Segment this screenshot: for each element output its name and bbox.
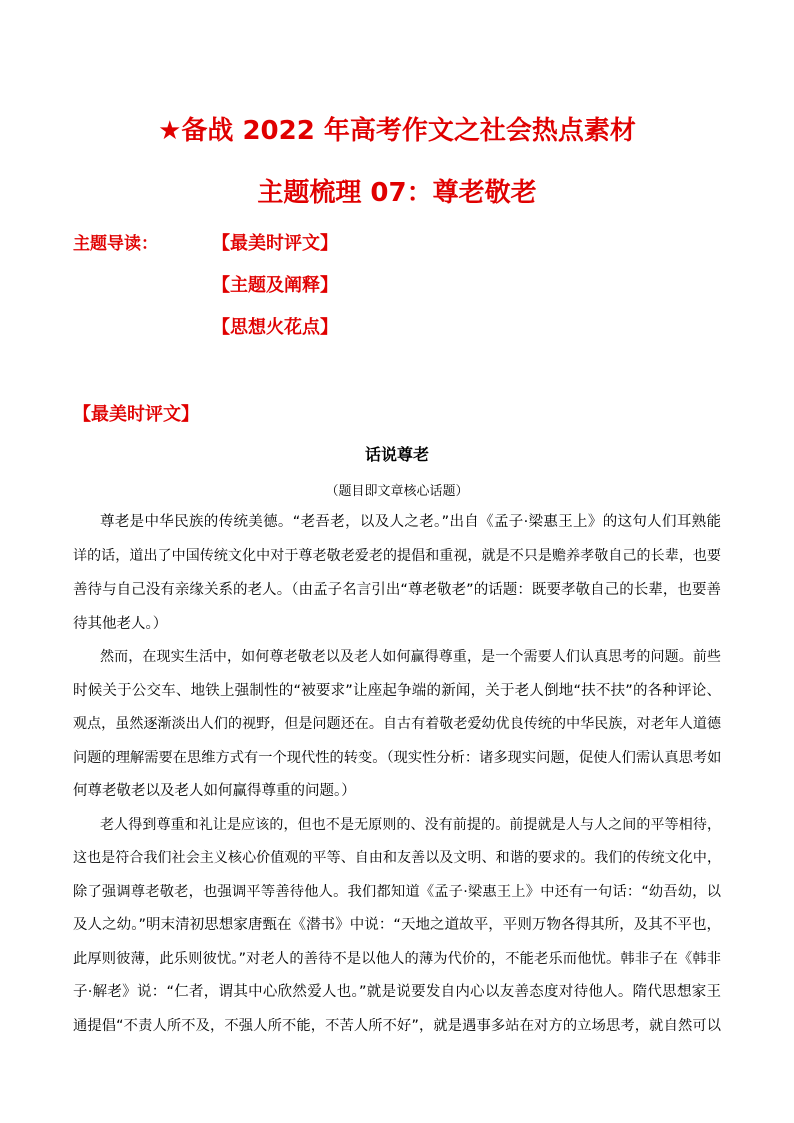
article-line: 时候关于公交车、地铁上强制性的“被要求”让座起争端的新闻，关于老人倒地“扶不扶”的各种评论、 — [73, 683, 721, 699]
guide-label: 主题导读： — [73, 234, 158, 254]
article-line: 除了强调尊老敬老，也强调平等善待他人。我们都知道《孟子·梁惠王上》中还有一句话：“幼吾幼，以 — [73, 884, 721, 900]
article-line: 问题的理解需要在思维方式有一个现代性的转变。（现实性分析：诸多现实问题，促使人们需认真思考如 — [73, 750, 722, 766]
article-line: 何尊老敬老以及老人如何赢得尊重的问题。） — [73, 783, 356, 799]
article-title: 话说尊老 — [364, 445, 429, 464]
article-line: 然而，在现实生活中，如何尊老敬老以及老人如何赢得尊重，是一个需要人们认真思考的问题。前些 — [100, 649, 721, 665]
article-line: 子·解老》说：“仁者，谓其中心欣然爱人也。”就是说要发自内心以友善态度对待他人。隋代思想家王 — [73, 984, 721, 1000]
article-line: 详的话，道出了中国传统文化中对于尊老敬老爱老的提倡和重视，就是不只是赡养孝敬自己的长辈，也要 — [73, 548, 721, 564]
article-line: 及人之幼。”明末清初思想家唐甄在《潜书》中说：“天地之道故平，平则万物各得其所，及其不平也， — [73, 917, 721, 933]
article-line: 善待与自己没有亲缘关系的老人。（由孟子名言引出“尊老敬老”的话题：既要孝敬自己的长辈，也要善 — [73, 582, 721, 598]
article-line: 此厚则彼薄，此乐则彼忧。”对老人的善待不是以他人的薄为代价的，不能老乐而他忧。韩非子在《韩非 — [73, 951, 721, 967]
document-title-line-1: ★备战 2022 年高考作文之社会热点素材 — [158, 116, 636, 146]
article-line: 尊老是中华民族的传统美德。“老吾老，以及人之老。”出自《孟子·梁惠王上》的这句人们耳熟能 — [100, 514, 721, 530]
guide-item-ideas: 【思想火花点】 — [212, 317, 338, 338]
guide-item-commentary: 【最美时评文】 — [212, 233, 338, 254]
guide-item-theme: 【主题及阐释】 — [212, 275, 338, 296]
document-title-line-2: 主题梳理 07：尊老敬老 — [257, 178, 537, 208]
section-heading: 【最美时评文】 — [73, 404, 199, 425]
article-line: 通提倡“不责人所不及，不强人所不能，不苦人所不好”，就是遇事多站在对方的立场思考，就自然可以 — [73, 1018, 721, 1034]
article-subtitle: （题目即文章核心话题） — [325, 484, 469, 499]
article-line: 老人得到尊重和礼让是应该的，但也不是无原则的、没有前提的。前提就是人与人之间的平等相待， — [100, 817, 721, 833]
article-line: 待其他老人。） — [73, 616, 168, 632]
article-line: 这也是符合我们社会主义核心价值观的平等、自由和友善以及文明、和谐的要求的。我们的传统文化中， — [73, 850, 721, 866]
article-line: 观点，虽然逐渐淡出人们的视野，但是问题还在。自古有着敬老爱幼优良传统的中华民族，对老年人道德 — [73, 716, 721, 732]
